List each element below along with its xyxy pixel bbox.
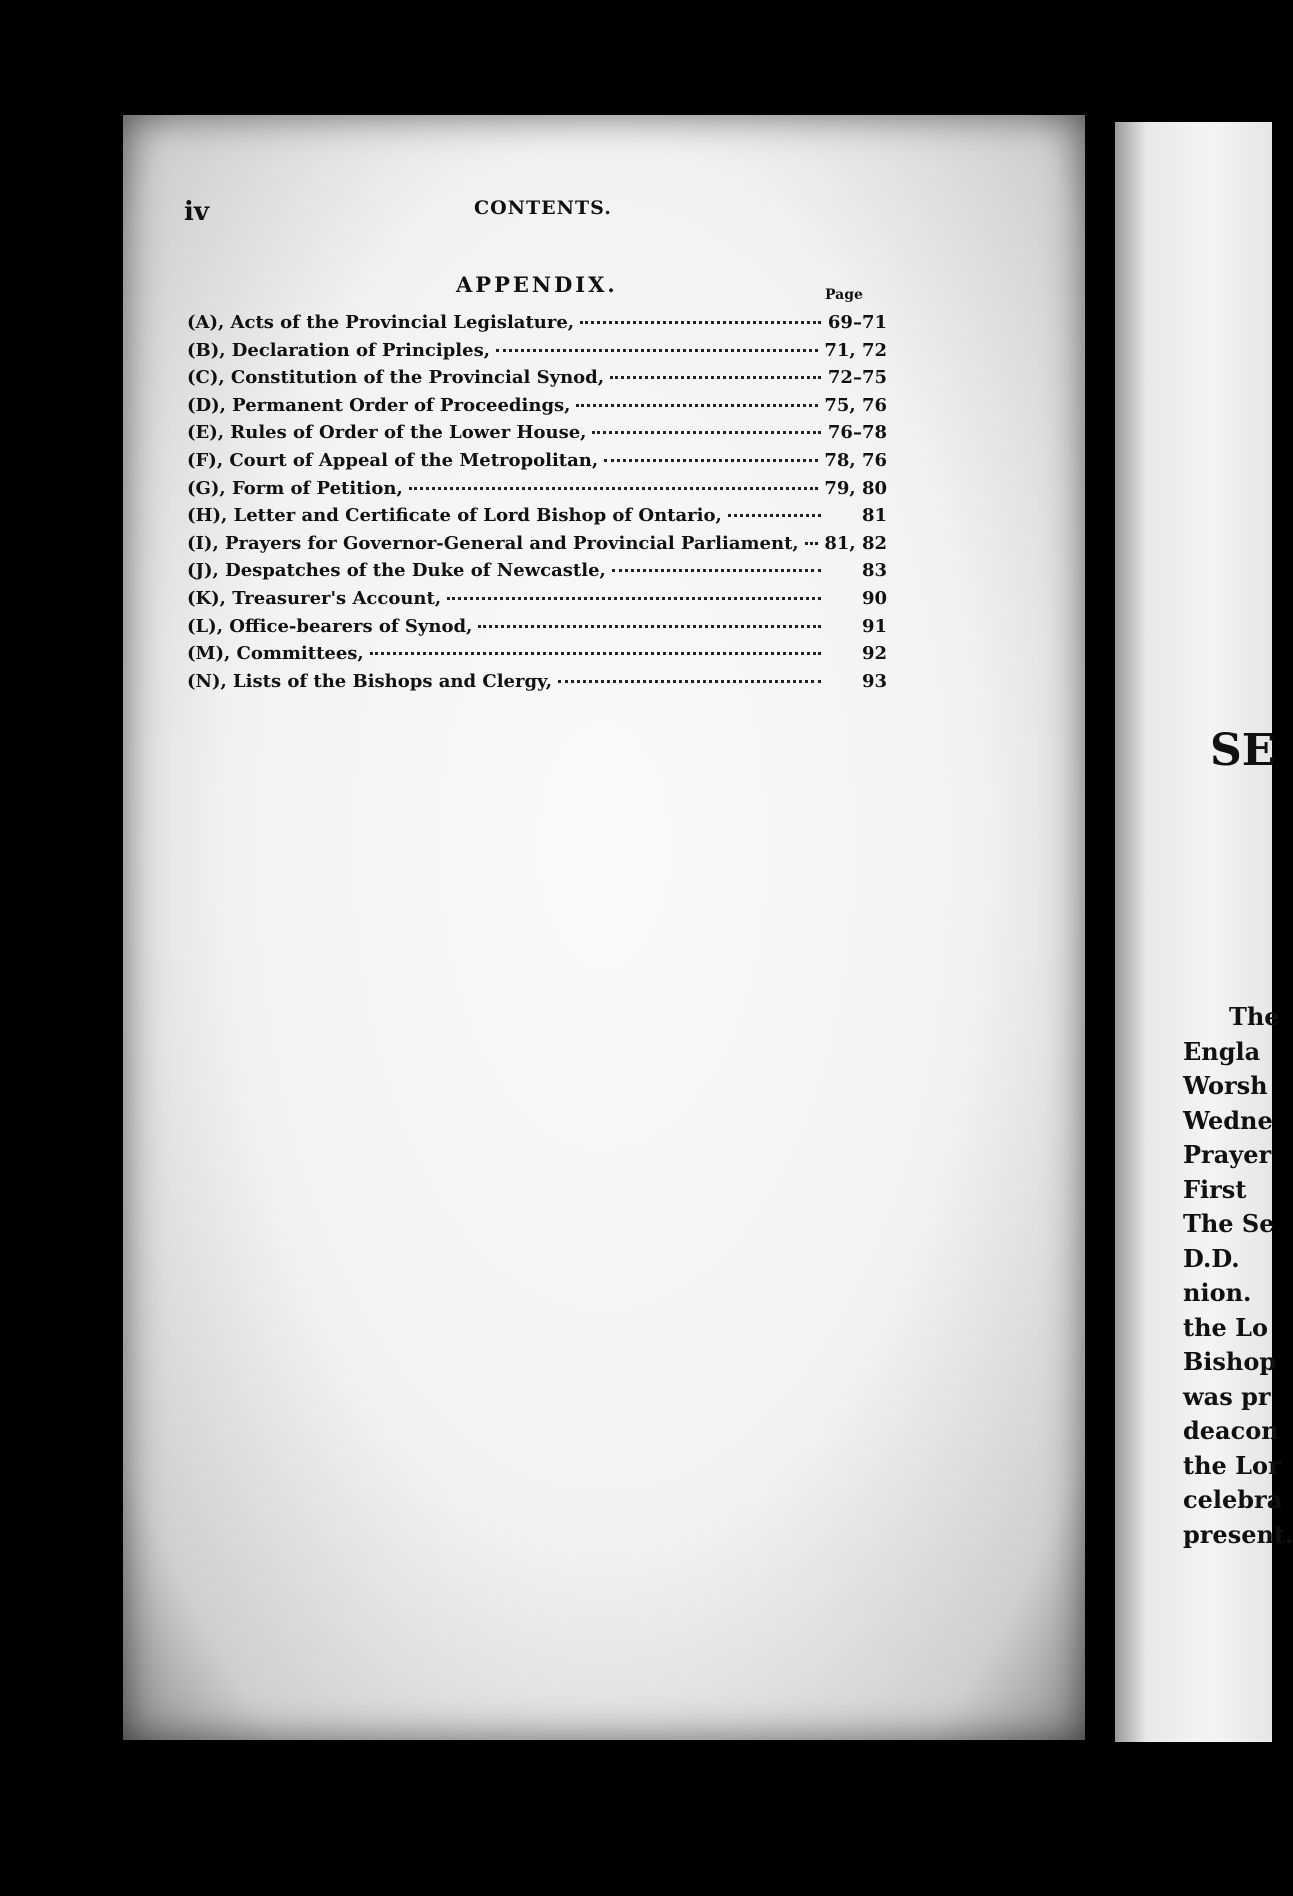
toc-entry-page: 81, 82 xyxy=(824,532,887,554)
leader-dots xyxy=(496,349,818,352)
page-number: iv xyxy=(184,197,209,227)
leader-dots xyxy=(447,597,821,600)
facing-page-line: nion. xyxy=(1183,1278,1252,1307)
toc-entry xyxy=(187,367,887,395)
toc-entry-page: 69–71 xyxy=(827,312,887,333)
toc-entry-label: (B), Declaration of Principles, xyxy=(187,339,490,361)
leader-dots xyxy=(576,404,818,407)
toc-entry xyxy=(187,643,887,671)
toc-entry-label: (G), Form of Petition, xyxy=(187,477,403,499)
toc-entry xyxy=(187,450,887,478)
facing-page-heading: SE xyxy=(1210,725,1276,776)
toc-entry-label: (H), Letter and Certificate of Lord Bishop of Ontario, xyxy=(187,505,722,527)
toc-entry-label: (K), Treasurer's Account, xyxy=(187,587,442,609)
leader-dots xyxy=(580,321,821,324)
toc-entry-page: 72–75 xyxy=(827,367,887,389)
leader-dots xyxy=(370,652,821,655)
facing-page-line: First xyxy=(1183,1174,1247,1204)
toc-entry-page: 91 xyxy=(861,615,887,637)
toc-entry xyxy=(187,533,887,561)
facing-page-line: Wedne xyxy=(1183,1105,1273,1135)
toc-entry-label: (M), Committees, xyxy=(187,643,364,665)
toc-entry-label: (I), Prayers for Governor-General and Provincial Parliament, xyxy=(187,532,799,554)
page-column-label: Page xyxy=(825,287,863,303)
leader-dots xyxy=(805,542,819,545)
facing-page-line: Worsh xyxy=(1183,1071,1268,1100)
toc-entry xyxy=(187,312,887,340)
facing-page-line: Engla xyxy=(1183,1036,1261,1066)
toc-entry-label: (J), Despatches of the Duke of Newcastle, xyxy=(187,560,606,582)
toc-entry-page: 93 xyxy=(861,670,887,692)
toc-entry xyxy=(187,616,887,644)
toc-entry xyxy=(187,422,887,450)
leader-dots xyxy=(610,376,821,379)
leader-dots xyxy=(604,459,818,462)
toc-entry-page: 71, 72 xyxy=(824,339,887,361)
facing-page-text xyxy=(1183,1002,1293,1554)
facing-page-line: Bishop xyxy=(1183,1347,1277,1376)
facing-page-line: Prayer xyxy=(1183,1140,1272,1169)
facing-page-line: the Lo xyxy=(1183,1312,1269,1342)
facing-page-line: was pr xyxy=(1183,1381,1271,1411)
leader-dots xyxy=(409,487,819,490)
facing-page-line: D.D. xyxy=(1183,1243,1240,1273)
toc-entry-label: (E), Rules of Order of the Lower House, xyxy=(187,422,587,444)
toc-entry-page: 79, 80 xyxy=(824,477,887,499)
toc-entry xyxy=(187,478,887,506)
toc-entry-label: (D), Permanent Order of Proceedings, xyxy=(187,394,571,416)
running-title: CONTENTS. xyxy=(474,197,612,219)
toc-entry xyxy=(187,588,887,616)
facing-page-line: The xyxy=(1229,1002,1280,1031)
toc-entry-page: 92 xyxy=(861,643,887,665)
leader-dots xyxy=(612,569,821,572)
leader-dots xyxy=(478,625,821,628)
toc-entry-page: 83 xyxy=(861,560,887,582)
toc-entry-page: 75, 76 xyxy=(824,394,887,416)
leader-dots xyxy=(592,431,821,434)
facing-page-line: celebra xyxy=(1183,1485,1283,1514)
toc-entry-page: 81 xyxy=(861,505,887,527)
toc-entry-label: (N), Lists of the Bishops and Clergy, xyxy=(187,670,553,692)
toc-entry-label: (C), Constitution of the Provincial Synod, xyxy=(187,367,605,389)
leader-dots xyxy=(558,680,821,683)
toc-entry-page: 76–78 xyxy=(827,422,887,444)
toc-entry xyxy=(187,395,887,423)
facing-page-line: deacon xyxy=(1183,1416,1279,1445)
toc-entry-page: 90 xyxy=(861,587,887,609)
toc-entry xyxy=(187,505,887,533)
facing-page-line: present. xyxy=(1183,1519,1293,1549)
toc-entry xyxy=(187,560,887,588)
toc-entry xyxy=(187,340,887,368)
facing-page-line: the Lor xyxy=(1183,1450,1281,1480)
toc-entry xyxy=(187,671,887,699)
section-title: APPENDIX. xyxy=(456,272,618,297)
toc-entry-label: (F), Court of Appeal of the Metropolitan, xyxy=(187,449,599,471)
facing-page-line: The Se xyxy=(1183,1209,1275,1238)
toc-entry-label: (L), Office-bearers of Synod, xyxy=(187,615,473,637)
table-of-contents xyxy=(187,312,887,698)
leader-dots xyxy=(728,514,821,517)
toc-entry-label: (A), Acts of the Provincial Legislature, xyxy=(187,312,575,333)
toc-entry-page: 78, 76 xyxy=(824,449,887,471)
